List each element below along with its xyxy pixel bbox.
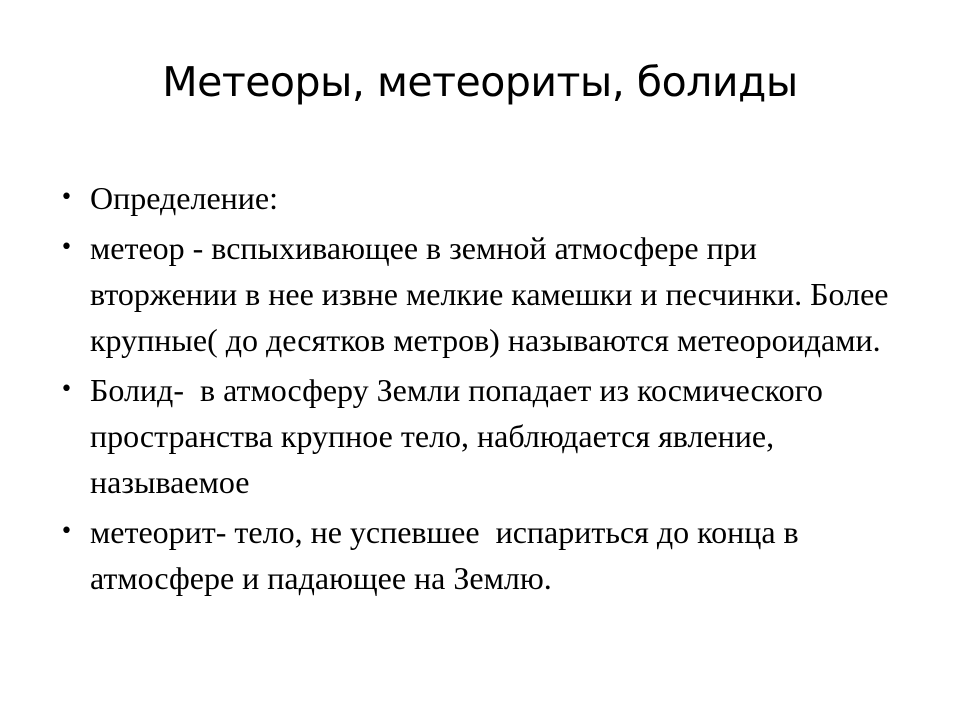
bullet-item-definition bbox=[60, 175, 910, 221]
slide-title: Метеоры, метеориты, болиды bbox=[162, 58, 798, 106]
bullet-text: метеор - вспыхивающее в земной атмосфере при вторжении в нее извне мелкие камешки и песчинки. Более крупные( до десятков метров) называются метеороидами. bbox=[90, 230, 897, 358]
bullet-item-bolide bbox=[60, 367, 910, 505]
bullet-list bbox=[60, 175, 910, 605]
bullet-item-meteorite bbox=[60, 509, 910, 601]
bullet-text: метеорит- тело, не успевшее испариться до конца в атмосфере и падающее на Землю. bbox=[90, 514, 807, 596]
bullet-icon: • bbox=[60, 185, 73, 210]
bullet-icon: • bbox=[60, 235, 73, 260]
bullet-text: Болид- в атмосферу Земли попадает из космического пространства крупное тело, наблюдается явление, называемое bbox=[90, 372, 831, 500]
bullet-icon: • bbox=[60, 377, 73, 402]
bullet-item-meteor bbox=[60, 225, 910, 363]
bullet-text: Определение: bbox=[90, 180, 279, 216]
bullet-icon: • bbox=[60, 519, 73, 544]
